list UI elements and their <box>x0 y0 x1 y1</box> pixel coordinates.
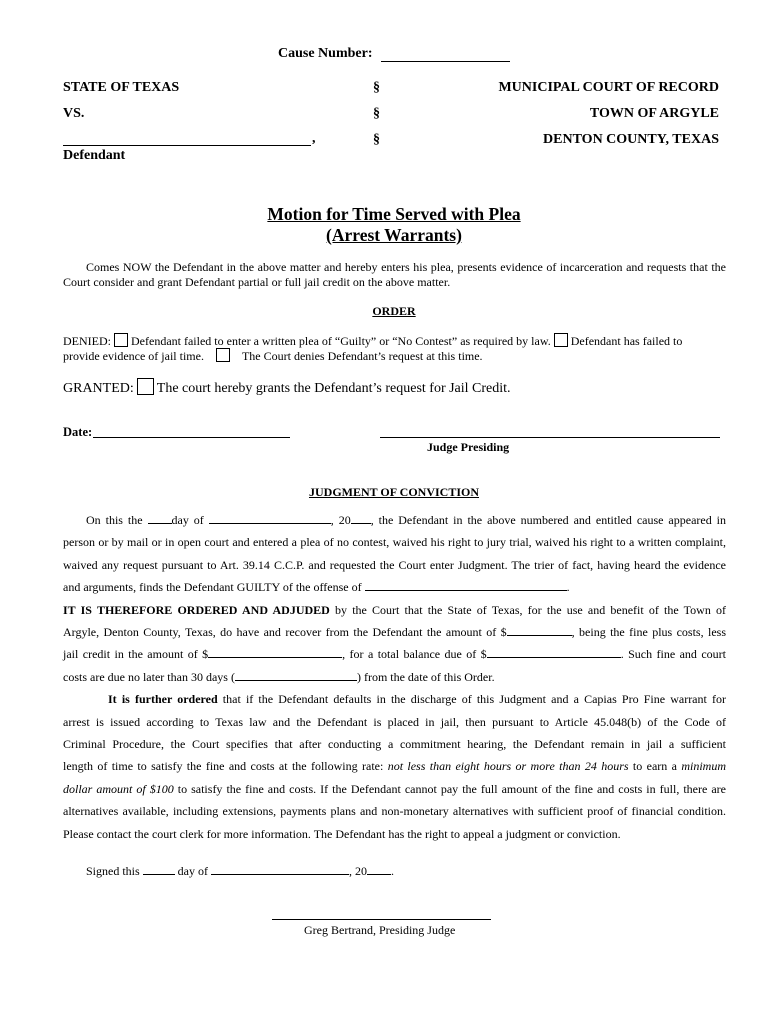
judgment-line <box>63 599 726 621</box>
judgment-line <box>63 509 726 531</box>
cause-number-label: Cause Number: <box>278 46 373 61</box>
ordered-adjudged: IT IS THEREFORE ORDERED AND ADJUDED <box>63 602 330 617</box>
granted-row <box>63 378 511 397</box>
amount-field[interactable] <box>507 624 572 636</box>
defendant-name-field[interactable] <box>63 145 311 146</box>
text: dollar amount of $100 <box>63 781 174 796</box>
text: costs are due no later than 30 days ( <box>63 669 235 684</box>
due-date-field[interactable] <box>235 669 357 681</box>
text: Signed this <box>86 864 143 878</box>
signed-day-field[interactable] <box>143 863 175 875</box>
day-field[interactable] <box>148 512 172 524</box>
further-ordered: It is further ordered <box>108 692 218 707</box>
judgment-line <box>63 643 726 665</box>
month-field[interactable] <box>209 512 331 524</box>
page-subtitle: (Arrest Warrants) <box>326 225 462 245</box>
year-field[interactable] <box>351 512 371 524</box>
judgment-line: waived any request pursuant to Art. 39.14 C.C.P. and requested the Court enter Judgment. The trier of fact, having heard the evidence <box>63 557 726 572</box>
signed-line <box>86 863 394 879</box>
denied-label: DENIED: <box>63 334 111 348</box>
order-heading: ORDER <box>372 304 416 318</box>
text: , 20 <box>330 513 351 527</box>
text: day of <box>174 864 211 878</box>
granted-label: GRANTED: <box>63 381 134 396</box>
date-label: Date: <box>63 425 93 439</box>
granted-text: The court hereby grants the Defendant’s request for Jail Credit. <box>156 381 511 396</box>
text: ) from the date of this Order. <box>356 669 495 684</box>
text: to satisfy the fine and costs. If the Defendant cannot pay the full amount of the fine and costs in full, there are <box>173 781 726 796</box>
denied-court-text: The Court denies Defendant’s request at this time. <box>241 349 483 363</box>
presiding-judge-name: Greg Bertrand, Presiding Judge <box>304 923 456 937</box>
date-field[interactable] <box>93 437 290 438</box>
text: On this the <box>86 513 148 527</box>
judgment-line: Please contact the court clerk for more information. The Defendant has the right to appeal a judgment or conviction. <box>63 826 621 841</box>
jail-credit-field[interactable] <box>208 646 342 658</box>
denied-court-checkbox[interactable] <box>216 348 230 362</box>
judgment-line <box>63 688 726 710</box>
judgment-body <box>63 509 726 845</box>
signed-month-field[interactable] <box>211 863 349 875</box>
text: that if the Defendant defaults in the discharge of this Judgment and a Capias Pro Fine warrant for <box>217 692 726 707</box>
judgment-line: person or by mail or in open court and entered a plea of no contest, waived his right to jury trial, waived his right to a written complaint, <box>63 535 726 550</box>
denied-no-evidence-checkbox[interactable] <box>554 333 568 347</box>
denied-row-2 <box>63 348 483 364</box>
presiding-judge-signature-line[interactable] <box>272 919 491 920</box>
judgment-line: Criminal Procedure, the Court specifies that after conducting a commitment hearing, the Defendant remain in jail a sufficient <box>63 737 726 752</box>
judgment-heading: JUDGMENT OF CONVICTION <box>308 485 479 499</box>
text: not less than eight hours or more than 24 hours <box>387 759 629 774</box>
town-name: TOWN OF ARGYLE <box>589 106 719 121</box>
text: . <box>391 864 394 878</box>
text: jail credit in the amount of $ <box>63 647 209 662</box>
text: , for a total balance due of $ <box>342 647 487 662</box>
text: by the Court that the State of Texas, for the use and benefit of the Town of <box>329 602 726 617</box>
section-mark-3: § <box>373 132 380 147</box>
text: Argyle, Denton County, Texas, do have and recover from the Defendant the amount of $ <box>63 625 507 640</box>
judgment-line <box>63 576 726 598</box>
judgment-line <box>63 666 726 688</box>
signed-year-field[interactable] <box>367 863 391 875</box>
text: minimum <box>681 759 726 774</box>
text: . Such fine and court <box>620 647 726 662</box>
denied-no-plea-checkbox[interactable] <box>114 333 128 347</box>
defendant-label: Defendant <box>63 148 126 163</box>
text: . <box>566 580 570 595</box>
vs-label: VS. <box>63 106 85 121</box>
cause-number-field[interactable] <box>381 61 510 62</box>
county-name: DENTON COUNTY, TEXAS <box>543 132 719 147</box>
denied-no-plea-text: Defendant failed to enter a written plea of “Guilty” or “No Contest” as required by law. <box>131 334 551 348</box>
judge-signature-line[interactable] <box>380 437 720 438</box>
text: day of <box>171 513 209 527</box>
judgment-line <box>63 778 726 800</box>
text: length of time to satisfy the fine and costs at the following rate: <box>63 759 388 774</box>
judgment-line <box>63 621 726 643</box>
state-of-texas: STATE OF TEXAS <box>63 80 180 95</box>
text: , the Defendant in the above numbered and entitled cause appeared in <box>370 513 726 527</box>
judgment-line: arrest is issued according to Texas law and the Defendant is placed in jail, then pursuant to Article 45.048(b) of the Code of <box>63 714 726 729</box>
granted-checkbox[interactable] <box>137 378 154 395</box>
defendant-comma: , <box>312 131 316 146</box>
section-mark-1: § <box>373 80 380 95</box>
court-name: MUNICIPAL COURT OF RECORD <box>498 80 719 95</box>
text: and arguments, finds the Defendant GUILTY of the offense of <box>63 580 365 595</box>
text: , 20 <box>349 864 367 878</box>
section-mark-2: § <box>373 106 380 121</box>
judgment-line <box>63 755 726 777</box>
denied-no-evidence-text-cont: provide evidence of jail time. <box>63 349 204 363</box>
offense-field[interactable] <box>365 579 567 591</box>
denied-no-evidence-text: Defendant has failed to <box>570 334 683 348</box>
text: , being the fine plus costs, less <box>571 625 726 640</box>
judgment-line: alternatives available, including extensions, payments plans and non-monetary alternatives with sufficient proof of financial condition. <box>63 804 726 819</box>
intro-paragraph: Comes NOW the Defendant in the above matter and hereby enters his plea, presents evidence of incarceration and requests that the Court consider and grant Defendant partial or full jail credit on the above matter. <box>63 260 726 289</box>
page-title: Motion for Time Served with Plea <box>267 204 521 224</box>
balance-due-field[interactable] <box>487 646 621 658</box>
text: to earn a <box>628 759 682 774</box>
denied-row <box>63 333 682 349</box>
judge-presiding-label: Judge Presiding <box>427 440 510 454</box>
